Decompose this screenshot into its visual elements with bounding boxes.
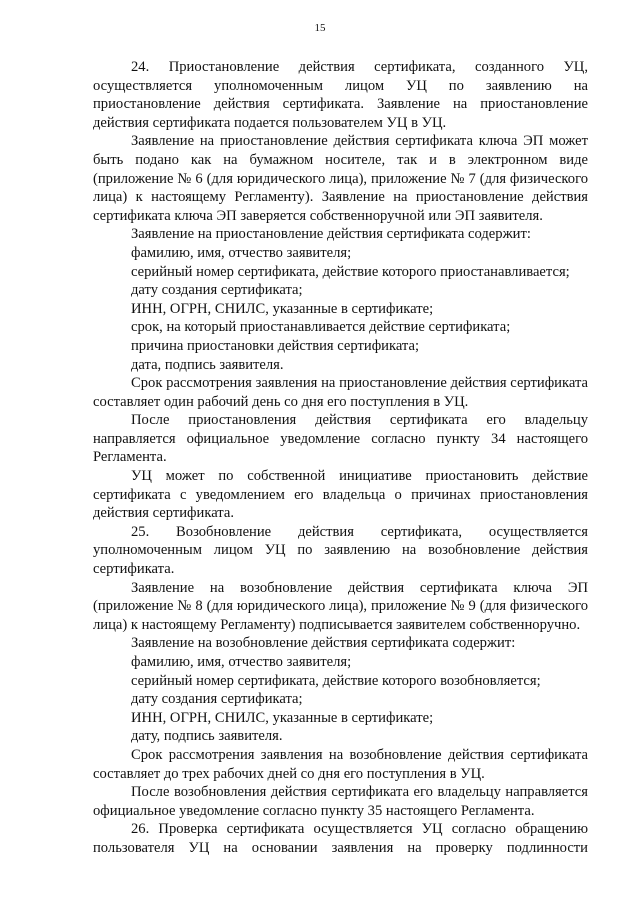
paragraph: УЦ может по собственной инициативе приостановить действие сертификата с уведомлением его владельца о причинах приостановления действия сертификата. bbox=[93, 468, 588, 522]
list-item: фамилию, имя, отчество заявителя; bbox=[131, 654, 352, 670]
paragraph: Срок рассмотрения заявления на приостановление действия сертификата составляет один рабочий день со дня его поступления в УЦ. bbox=[93, 375, 588, 410]
list-item: дата, подпись заявителя. bbox=[131, 356, 284, 373]
list-item: фамилию, имя, отчество заявителя; bbox=[131, 244, 352, 261]
list-item: ИНН, ОГРН, СНИЛС, указанные в сертификате; bbox=[131, 709, 434, 726]
list-item: дату создания сертификата; bbox=[131, 691, 303, 708]
list-item: дату, подпись заявителя. bbox=[131, 728, 283, 745]
list-item: Заявление на возобновление действия сертификата содержит: bbox=[131, 635, 516, 652]
page-number: 15 bbox=[314, 22, 326, 34]
paragraph: Заявление на возобновление действия сертификата ключа ЭП (приложение № 8 (для юридического лица), приложение № 9 (для физического лица) к настоящему Регламенту) подписывается заявителем собственноручно. bbox=[93, 579, 588, 633]
list-item: серийный номер сертификата, действие которого возобновляется; bbox=[131, 672, 541, 689]
list-item: дату создания сертификата; bbox=[131, 282, 303, 299]
paragraph: 25. Возобновление действия сертификата, осуществляется уполномоченным лицом УЦ по заявлению на возобновление действия сертификата. bbox=[93, 523, 588, 578]
document-body bbox=[93, 58, 588, 858]
paragraph: После приостановления действия сертификата его владельцу направляется официальное уведомление согласно пункту 34 настоящего Регламента. bbox=[93, 412, 588, 466]
list-item: срок, на который приостанавливается действие сертификата; bbox=[131, 319, 511, 336]
paragraph: Заявление на приостановление действия сертификата ключа ЭП может быть подано как на бумажном носителе, так и в электронном виде (приложение № 6 (для юридического лица), приложение № 7 (для физического лица) к настоящему Регламенту). Заявление на приостановление действия сертификата ключа ЭП заверяется собственноручной или ЭП заявителя. bbox=[93, 133, 588, 224]
paragraph: После возобновления действия сертификата его владельцу направляется официальное уведомление согласно пункту 35 настоящего Регламента. bbox=[93, 784, 588, 819]
list-item: серийный номер сертификата, действие которого приостанавливается; bbox=[131, 263, 570, 280]
list-item: ИНН, ОГРН, СНИЛС, указанные в сертификате; bbox=[131, 300, 434, 317]
paragraph: 26. Проверка сертификата осуществляется УЦ согласно обращению пользователя УЦ на основании заявления на проверку подлинности bbox=[93, 821, 588, 856]
paragraph: 24. Приостановление действия сертификата, созданного УЦ, осуществляется уполномоченным лицом УЦ по заявлению на приостановление действия сертификата. Заявление на приостановление действия сертификата подается пользователем УЦ в УЦ. bbox=[93, 59, 588, 131]
list-item: причина приостановки действия сертификата; bbox=[131, 337, 420, 354]
paragraph: Срок рассмотрения заявления на возобновление действия сертификата составляет до трех рабочих дней со дня его поступления в УЦ. bbox=[93, 746, 588, 782]
list-item: Заявление на приостановление действия сертификата содержит: bbox=[131, 226, 531, 243]
